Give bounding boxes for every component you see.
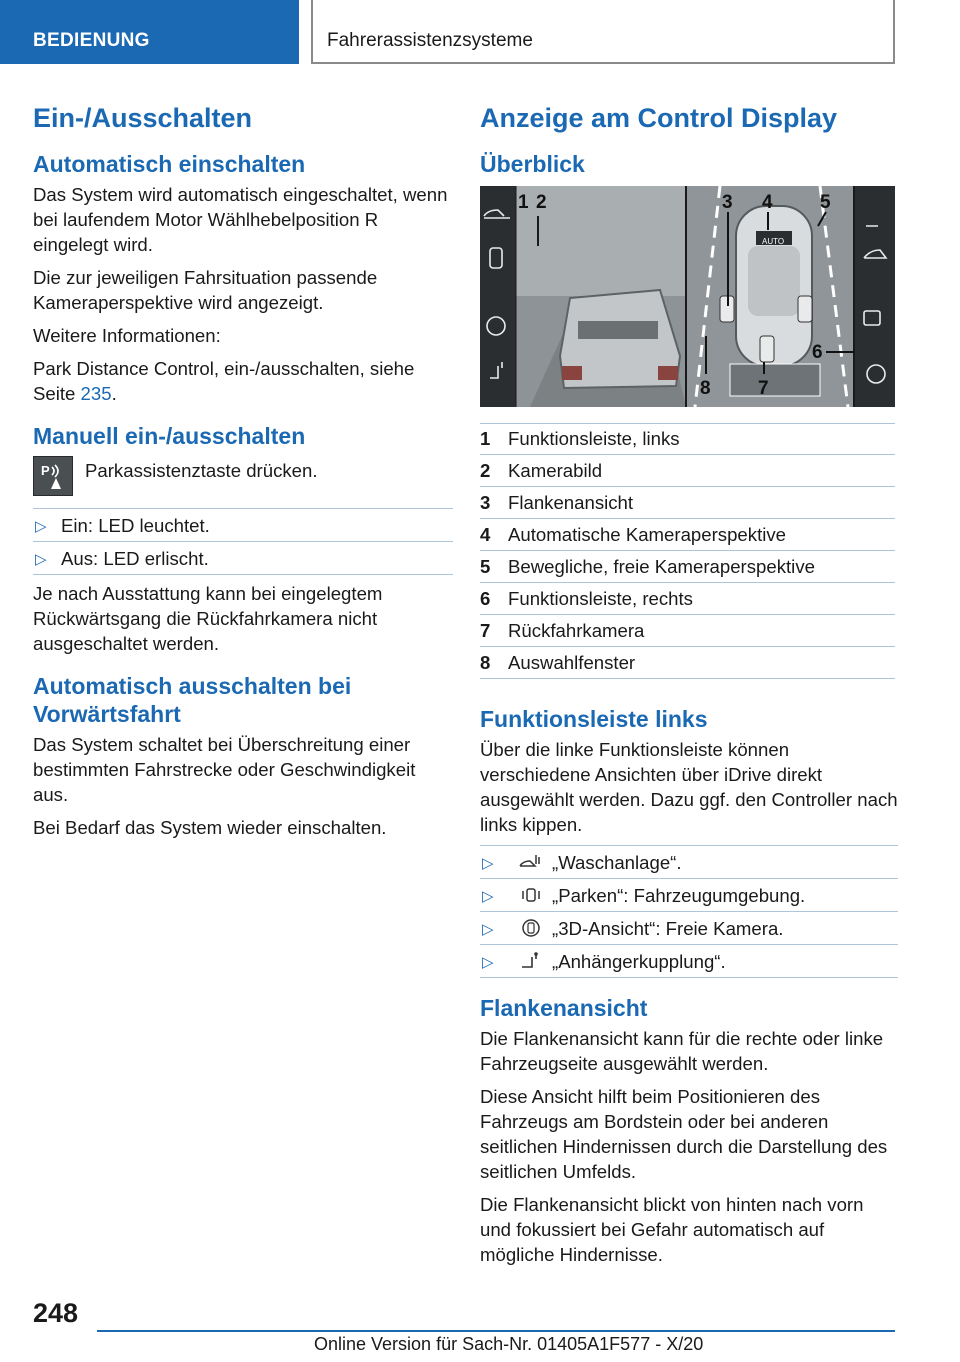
legend-row: 5 Bewegliche, freie Kameraperspektive (480, 551, 895, 583)
park-assist-button-icon (33, 456, 73, 496)
list-item: ▷ „3D-Ansicht“: Freie Kamera. (480, 912, 898, 945)
heading-func-left: Funktionsleiste links (480, 706, 708, 732)
svg-text:3: 3 (722, 192, 733, 213)
section-header (311, 0, 895, 64)
svg-text:P: P (41, 463, 50, 478)
legend-row: 6 Funktionsleiste, rechts (480, 583, 895, 615)
paragraph: Die Flankenansicht kann für die rechte oder linke Fahrzeugseite ausgewählt werden. (480, 1028, 884, 1074)
svg-text:1: 1 (518, 192, 529, 213)
display-legend (480, 423, 895, 679)
paragraph: Bei Bedarf das System wieder einschalten. (33, 817, 387, 838)
paragraph-reference: Park Distance Control, ein-/ausschalten, siehe Seite 235. (33, 358, 415, 404)
legend-row: 1 Funktionsleiste, links (480, 423, 895, 455)
chapter-tab[interactable] (0, 0, 299, 64)
left-column (33, 100, 453, 848)
svg-text:5: 5 (820, 192, 831, 213)
paragraph: Diese Ansicht hilft beim Positionieren des Fahrzeugs am Bordstein oder bei anderen seitlichen Hindernissen durch die Darstellung des seitlichen Umfelds. (480, 1086, 888, 1182)
triangle-bullet-icon: ▷ (35, 551, 47, 568)
svg-text:6: 6 (812, 342, 823, 363)
list-item: ▷ Ein: LED leuchtet. (33, 509, 453, 542)
trailer-hitch-icon (518, 951, 544, 971)
svg-text:7: 7 (758, 378, 769, 399)
chapter-label: BEDIENUNG (33, 30, 150, 51)
heading-auto-on: Automatisch einschalten (33, 151, 306, 177)
paragraph: Über die linke Funktionsleiste können verschiedene Ansichten über iDrive direkt ausgewählt werden. Dazu ggf. den Controller nach links kippen. (480, 739, 898, 835)
paragraph: Weitere Informationen: (33, 325, 221, 346)
right-column (480, 100, 898, 1275)
legend-row: 7 Rückfahrkamera (480, 615, 895, 647)
legend-row: 3 Flankenansicht (480, 487, 895, 519)
paragraph: Die zur jeweiligen Fahrsituation passende Kameraperspektive wird angezeigt. (33, 267, 378, 313)
triangle-bullet-icon: ▷ (482, 888, 494, 905)
led-status-list (33, 508, 453, 575)
paragraph: Das System wird automatisch eingeschaltet, wenn bei laufendem Motor Wählhebelposition R eingelegt wird. (33, 184, 448, 255)
paragraph: Das System schaltet bei Überschreitung einer bestimmten Fahrstrecke oder Geschwindigkeit aus. (33, 734, 416, 805)
3d-view-icon (518, 918, 544, 938)
triangle-bullet-icon: ▷ (482, 921, 494, 938)
page-link[interactable]: 235 (80, 383, 112, 404)
parking-view-icon (518, 885, 544, 905)
triangle-bullet-icon: ▷ (35, 518, 47, 535)
heading-auto-off: Automatisch ausschalten bei Vorwärtsfahrt (33, 673, 352, 727)
heading-manual: Manuell ein-/ausschalten (33, 423, 306, 449)
legend-row: 2 Kamerabild (480, 455, 895, 487)
footer-version-text: Online Version für Sach-Nr. 01405A1F577 - X/20 (314, 1334, 704, 1354)
list-item: ▷ Aus: LED erlischt. (33, 542, 453, 575)
svg-text:4: 4 (762, 192, 773, 213)
car-wash-icon (518, 852, 544, 872)
section-label: Fahrerassistenzsysteme (327, 30, 533, 51)
svg-text:AUTO: AUTO (762, 237, 785, 246)
triangle-bullet-icon: ▷ (482, 855, 494, 872)
legend-row: 4 Automatische Kameraperspektive (480, 519, 895, 551)
triangle-bullet-icon: ▷ (482, 954, 494, 971)
view-options-list (480, 845, 898, 978)
legend-row: 8 Auswahlfenster (480, 647, 895, 679)
page-number: 248 (33, 1298, 79, 1328)
button-instruction: Parkassistenztaste drücken. (85, 460, 318, 481)
heading-flank-view: Flankenansicht (480, 995, 648, 1021)
section-title-control-display: Anzeige am Control Display (480, 103, 838, 133)
svg-text:8: 8 (700, 378, 711, 399)
footer-divider (97, 1330, 895, 1332)
list-item: ▷ „Waschanlage“. (480, 846, 898, 879)
paragraph: Je nach Ausstattung kann bei eingelegtem Rückwärtsgang die Rückfahrkamera nicht ausgeschaltet werden. (33, 583, 383, 654)
section-title-ein-ausschalten: Ein-/Ausschalten (33, 103, 253, 133)
control-display-image (480, 186, 895, 407)
svg-text:2: 2 (536, 192, 547, 213)
list-item: ▷ „Parken“: Fahrzeugumgebung. (480, 879, 898, 912)
heading-overview: Überblick (480, 151, 585, 177)
paragraph: Die Flankenansicht blickt von hinten nach vorn und fokussiert bei Gefahr automatisch auf mögliche Hindernisse. (480, 1194, 864, 1265)
list-item: ▷ „Anhängerkupplung“. (480, 945, 898, 978)
